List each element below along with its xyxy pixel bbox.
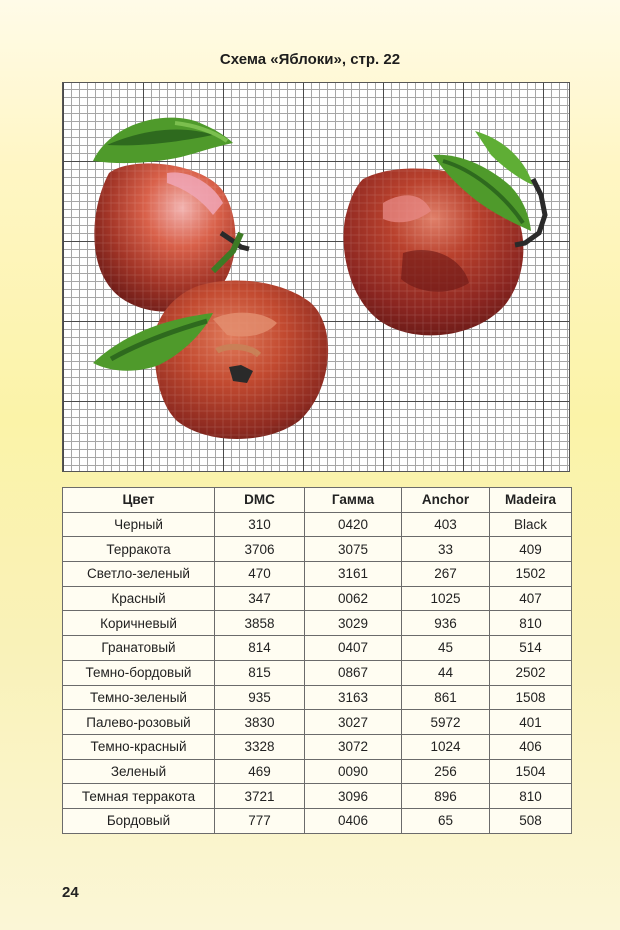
header-madeira: Madeira xyxy=(490,488,572,513)
table-row xyxy=(63,512,572,537)
cell-dmc: 3830 xyxy=(215,710,305,735)
cell-anchor: 267 xyxy=(402,562,490,587)
cell-madeira: 406 xyxy=(490,734,572,759)
cell-color-name: Черный xyxy=(63,512,215,537)
cell-madeira: 407 xyxy=(490,586,572,611)
cell-color-name: Темная терракота xyxy=(63,784,215,809)
cell-dmc: 935 xyxy=(215,685,305,710)
cell-gamma: 3161 xyxy=(305,562,402,587)
cell-madeira: 810 xyxy=(490,784,572,809)
thread-color-table xyxy=(62,487,572,834)
cell-anchor: 861 xyxy=(402,685,490,710)
cell-dmc: 470 xyxy=(215,562,305,587)
cell-dmc: 3328 xyxy=(215,734,305,759)
cell-dmc: 3706 xyxy=(215,537,305,562)
apples-pattern xyxy=(63,83,570,472)
header-color: Цвет xyxy=(63,488,215,513)
table-row xyxy=(63,734,572,759)
cell-anchor: 44 xyxy=(402,660,490,685)
cross-stitch-chart xyxy=(62,82,570,472)
table-row xyxy=(63,611,572,636)
table-row xyxy=(63,759,572,784)
cell-dmc: 347 xyxy=(215,586,305,611)
cell-gamma: 3027 xyxy=(305,710,402,735)
cell-anchor: 403 xyxy=(402,512,490,537)
cell-anchor: 65 xyxy=(402,808,490,833)
table-row xyxy=(63,685,572,710)
cell-gamma: 0407 xyxy=(305,636,402,661)
cell-madeira: 409 xyxy=(490,537,572,562)
cell-anchor: 1024 xyxy=(402,734,490,759)
cell-madeira: Black xyxy=(490,512,572,537)
table-row xyxy=(63,710,572,735)
cell-gamma: 0867 xyxy=(305,660,402,685)
apple-right xyxy=(344,131,545,335)
cell-anchor: 1025 xyxy=(402,586,490,611)
cell-dmc: 815 xyxy=(215,660,305,685)
table-row xyxy=(63,808,572,833)
page-number: 24 xyxy=(62,884,79,901)
cell-madeira: 1504 xyxy=(490,759,572,784)
page-title: Схема «Яблоки», стр. 22 xyxy=(219,51,401,68)
cell-anchor: 5972 xyxy=(402,710,490,735)
cell-madeira: 508 xyxy=(490,808,572,833)
table-row xyxy=(63,562,572,587)
cell-gamma: 3096 xyxy=(305,784,402,809)
cell-color-name: Терракота xyxy=(63,537,215,562)
cell-dmc: 3721 xyxy=(215,784,305,809)
table-row xyxy=(63,660,572,685)
cell-gamma: 3075 xyxy=(305,537,402,562)
cell-color-name: Красный xyxy=(63,586,215,611)
cell-dmc: 777 xyxy=(215,808,305,833)
cell-madeira: 514 xyxy=(490,636,572,661)
table-row xyxy=(63,636,572,661)
cell-madeira: 2502 xyxy=(490,660,572,685)
cell-dmc: 310 xyxy=(215,512,305,537)
table-row xyxy=(63,586,572,611)
table-header-row xyxy=(63,488,572,513)
cell-anchor: 936 xyxy=(402,611,490,636)
cell-color-name: Темно-бордовый xyxy=(63,660,215,685)
header-anchor: Anchor xyxy=(402,488,490,513)
cell-gamma: 0406 xyxy=(305,808,402,833)
cell-madeira: 810 xyxy=(490,611,572,636)
cell-color-name: Коричневый xyxy=(63,611,215,636)
cell-color-name: Темно-красный xyxy=(63,734,215,759)
cell-anchor: 256 xyxy=(402,759,490,784)
cell-anchor: 45 xyxy=(402,636,490,661)
cell-gamma: 3029 xyxy=(305,611,402,636)
cell-anchor: 33 xyxy=(402,537,490,562)
cell-dmc: 3858 xyxy=(215,611,305,636)
cell-gamma: 3072 xyxy=(305,734,402,759)
cell-madeira: 401 xyxy=(490,710,572,735)
cell-gamma: 0062 xyxy=(305,586,402,611)
header-dmc: DMC xyxy=(215,488,305,513)
cell-gamma: 3163 xyxy=(305,685,402,710)
cell-color-name: Палево-розовый xyxy=(63,710,215,735)
table-row xyxy=(63,784,572,809)
cell-dmc: 469 xyxy=(215,759,305,784)
table-row xyxy=(63,537,572,562)
cell-color-name: Темно-зеленый xyxy=(63,685,215,710)
cell-color-name: Гранатовый xyxy=(63,636,215,661)
cell-dmc: 814 xyxy=(215,636,305,661)
cell-madeira: 1502 xyxy=(490,562,572,587)
cell-color-name: Бордовый xyxy=(63,808,215,833)
cell-color-name: Светло-зеленый xyxy=(63,562,215,587)
cell-gamma: 0090 xyxy=(305,759,402,784)
cell-color-name: Зеленый xyxy=(63,759,215,784)
cell-madeira: 1508 xyxy=(490,685,572,710)
cell-anchor: 896 xyxy=(402,784,490,809)
cell-gamma: 0420 xyxy=(305,512,402,537)
header-gamma: Гамма xyxy=(305,488,402,513)
